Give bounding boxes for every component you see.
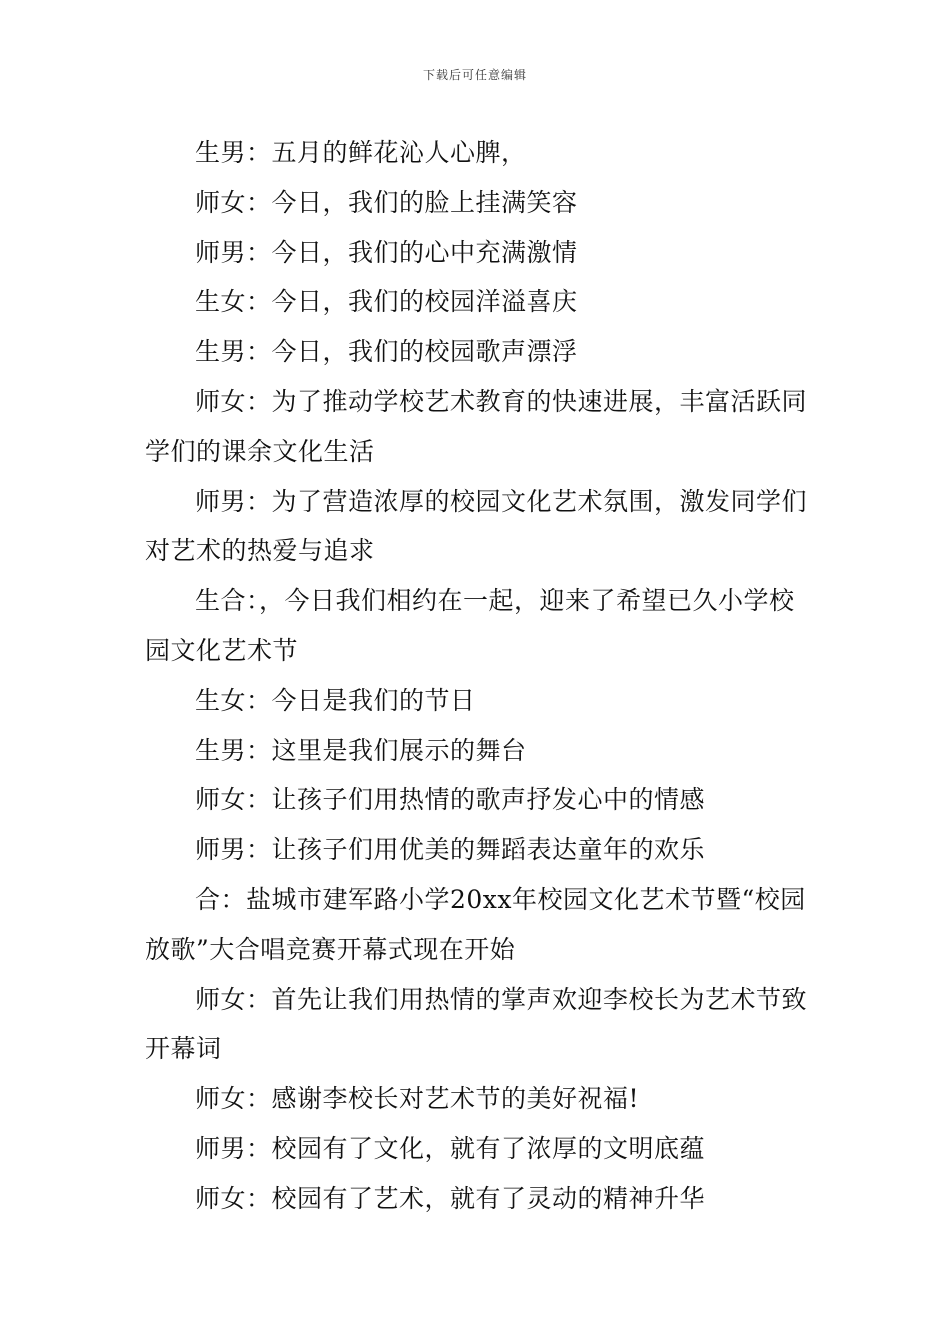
paragraph: 生男：今日，我们的校园歌声漂浮 bbox=[195, 337, 578, 367]
paragraph: 生女：今日，我们的校园洋溢喜庆 bbox=[195, 287, 578, 317]
paragraph: 生男：五月的鲜花沁人心脾， bbox=[195, 138, 527, 167]
paragraph: 师男：今日，我们的心中充满激情 bbox=[195, 237, 578, 267]
paragraph: 合：盐城市建军路小学20xx年校园文化艺术节暨“校园放歌”大合唱竞赛开幕式现在开始 bbox=[145, 884, 806, 964]
paragraph: 师女：首先让我们用热情的掌声欢迎李校长为艺术节致开幕词 bbox=[145, 984, 808, 1064]
paragraph: 师女：让孩子们用热情的歌声抒发心中的情感 bbox=[195, 785, 706, 815]
paragraph: 师男：让孩子们用优美的舞蹈表达童年的欢乐 bbox=[195, 835, 706, 865]
page-header-note: 下载后可任意编辑 bbox=[422, 68, 527, 82]
paragraph: 师女：校园有了艺术，就有了灵动的精神升华 bbox=[195, 1183, 706, 1213]
document-body bbox=[145, 128, 810, 1224]
paragraph: 师女：感谢李校长对艺术节的美好祝福! bbox=[195, 1084, 640, 1114]
paragraph: 生男：这里是我们展示的舞台 bbox=[195, 735, 527, 765]
paragraph: 师男：为了营造浓厚的校园文化艺术氛围，激发同学们对艺术的热爱与追求 bbox=[145, 486, 808, 566]
paragraph: 师男：校园有了文化，就有了浓厚的文明底蕴 bbox=[195, 1133, 706, 1163]
paragraph: 师女：今日，我们的脸上挂满笑容 bbox=[195, 187, 578, 217]
paragraph: 生合：，今日我们相约在一起，迎来了希望已久小学校园文化艺术节 bbox=[145, 586, 795, 665]
paragraph: 师女：为了推动学校艺术教育的快速进展，丰富活跃同学们的课余文化生活 bbox=[145, 386, 808, 466]
paragraph: 生女：今日是我们的节日 bbox=[195, 685, 476, 715]
